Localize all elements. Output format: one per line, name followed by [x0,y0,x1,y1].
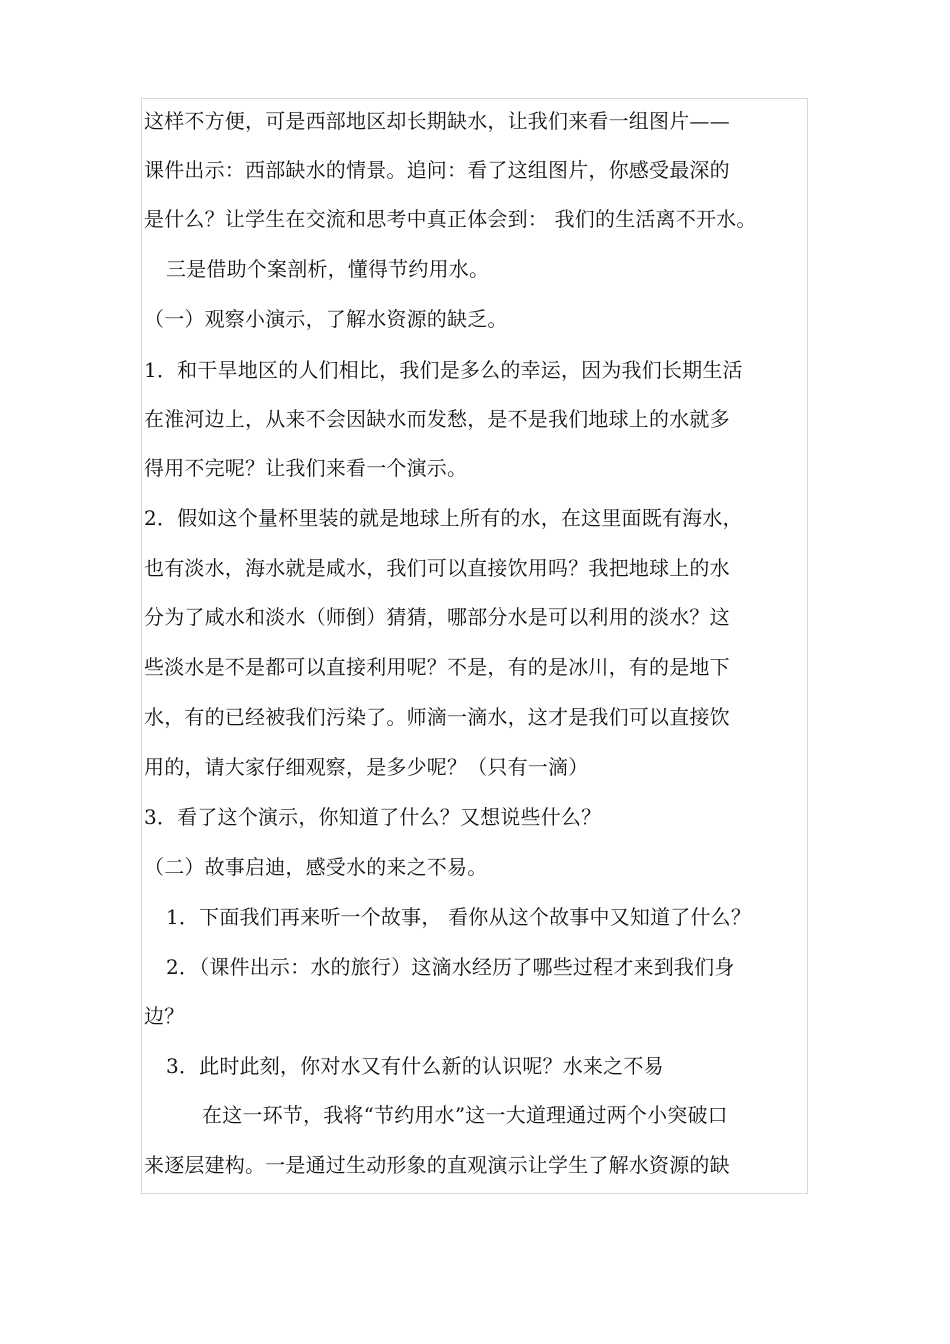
text-line: （二）故事启迪，感受水的来之不易。 [144,855,488,879]
text-line: 用的，请大家仔细观察，是多少呢？（只有一滴） [144,755,589,779]
text-line: 些淡水是不是都可以直接利用呢？不是，有的是冰川，有的是地下 [144,655,730,679]
text-line: 水，有的已经被我们污染了。师滴一滴水，这才是我们可以直接饮 [144,705,730,729]
text-line: 在淮河边上，从来不会因缺水而发愁，是不是我们地球上的水就多 [144,407,730,431]
text-line: 分为了咸水和淡水（师倒）猜猜，哪部分水是可以利用的淡水？这 [144,605,730,629]
text-line: 三是借助个案剖析，懂得节约用水。 [166,257,490,281]
text-line: 3．此时此刻，你对水又有什么新的认识呢？水来之不易 [166,1054,664,1078]
text-line: 2．（课件出示：水的旅行）这滴水经历了哪些过程才来到我们身 [166,955,735,979]
text-line: 3．看了这个演示，你知道了什么？又想说些什么？ [144,805,602,829]
text-line: 2．假如这个量杯里装的就是地球上所有的水，在这里面既有海水， [144,506,743,530]
text-line: 也有淡水，海水就是咸水，我们可以直接饮用吗？我把地球上的水 [144,556,730,580]
text-line: 1．和干旱地区的人们相比，我们是多么的幸运，因为我们长期生活 [144,358,743,382]
document-body [144,98,804,1194]
text-line: 得用不完呢？让我们来看一个演示。 [144,456,468,480]
text-line: 这样不方便，可是西部地区却长期缺水，让我们来看一组图片—— [144,109,730,133]
text-line: 边？ [144,1004,185,1028]
text-line: 是什么？让学生在交流和思考中真正体会到： 我们的生活离不开水。 [144,207,757,231]
text-line: 在这一环节，我将“节约用水”这一大道理通过两个小突破口 [202,1103,728,1127]
text-line: （一）观察小演示，了解水资源的缺乏。 [144,307,508,331]
text-line: 1．下面我们再来听一个故事， 看你从这个故事中又知道了什么？ [166,905,752,929]
text-line: 课件出示：西部缺水的情景。追问：看了这组图片，你感受最深的 [144,158,730,182]
text-line: 来逐层建构。一是通过生动形象的直观演示让学生了解水资源的缺 [144,1153,730,1177]
